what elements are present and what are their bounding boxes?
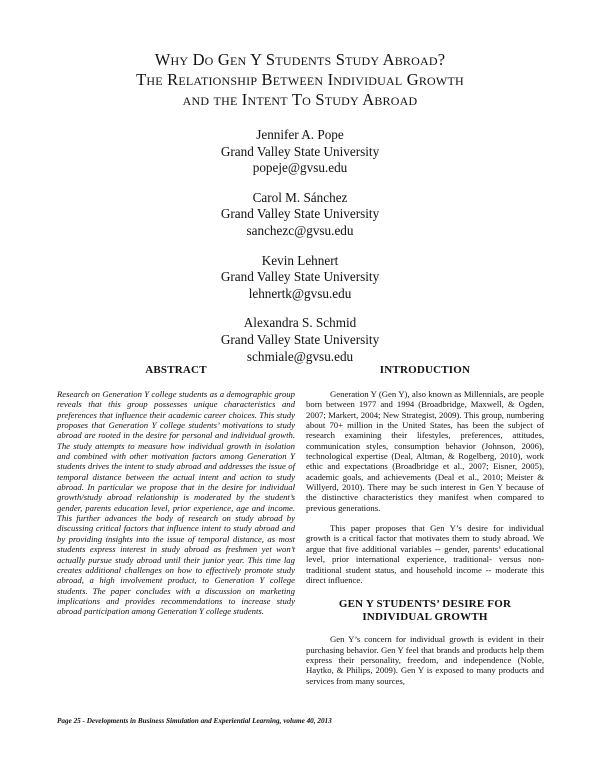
- section-paragraph-1: Gen Y’s concern for individual growth is evident in their purchasing behavior. Gen Y feel that brands and products help them express their personality, freedom, and independence (Noble, Haytko, & Philips, 2009). Gen Y is exposed to many products and services from many sources,: [306, 634, 544, 686]
- abstract-column: [57, 364, 295, 617]
- author-3: [100, 253, 500, 303]
- abstract-text: Research on Generation Y college students as a demographic group reveals that this group possesses unique characteristics and preferences that influence their academic career choices. This study proposes that Generation Y college students’ motivations to study abroad are rooted in the desire for personal and individual growth. The study attempts to measure how individual growth in isolation and combined with other motivation factors among Generation Y students drives the intent to study abroad and addresses the issue of temporal distance between the actual intent and action to study abroad. In particular we propose that in the desire for individual growth/study abroad relationship is moderated by the student’s gender, parents education level, prior experience, age and income. This further advances the body of research on study abroad by discussing critical factors that influence intent to study abroad and by providing insights into the issue of temporal distance, as most students express interest in study abroad as freshmen yet won’t actually pursue study abroad until their junior year. This time lag creates additional challenges on how to effectively promote study abroad, a high involvement product, to Generation Y college students. The paper concludes with a discussion on marketing implications and provides recommendations to increase study abroad participation among Generation Y college students.: [57, 389, 295, 617]
- title-line-3: and the Intent To Study Abroad: [182, 90, 418, 109]
- title-line-1: Why Do Gen Y Students Study Abroad?: [154, 50, 446, 69]
- section-heading-line-1: GEN Y STUDENTS’ DESIRE FOR: [338, 598, 512, 611]
- author-name: Alexandra S. Schmid: [243, 315, 357, 331]
- author-2: [100, 190, 500, 240]
- author-email: sanchezc@gvsu.edu: [246, 222, 354, 238]
- author-affiliation: Grand Valley State University: [220, 206, 380, 222]
- introduction-paragraph-1: Generation Y (Gen Y), also known as Millennials, are people born between 1977 and 1994 (Broadbridge, Maxwell, & Ogden, 2007; Markert, 2004; New Strategist, 2009). This group, numbering about 70+ million in the United States, has been the subject of research examining their lifestyles, preferences, attitudes, communication styles, consumption behavior (Johnson, 2006), technological expertise (Deal, Altman, & Rogelberg, 2010), work ethic and expectations (Broadbridge et al., 2007; Eisner, 2005), academic goals, and achievements (Deal et al., 2010; Meister & Willyerd, 2010). There may be such interest in Gen Y because of the distinctive characteristics they manifest when compared to previous generations.: [306, 389, 544, 513]
- author-email: schmiale@gvsu.edu: [246, 348, 354, 364]
- author-block: [100, 127, 500, 378]
- author-affiliation: Grand Valley State University: [220, 143, 380, 159]
- author-affiliation: Grand Valley State University: [220, 269, 380, 285]
- section-heading-line-2: INDIVIDUAL GROWTH: [362, 611, 488, 624]
- paper-title: [60, 50, 540, 110]
- author-email: lehnertk@gvsu.edu: [248, 285, 352, 301]
- title-line-2: The Relationship Between Individual Growth: [136, 70, 464, 89]
- author-1: [100, 127, 500, 177]
- introduction-paragraph-2: This paper proposes that Gen Y’s desire for individual growth is a critical factor that motivates them to study abroad. We argue that five additional variables -- gender, parents’ educational level, prior international experience, traditional- versus non-traditional student status, and household income -- moderate this direct influence.: [306, 523, 544, 585]
- page-footer: Page 25 - Developments in Business Simulation and Experiential Learning, volume 40, 2013: [57, 717, 332, 725]
- author-4: [100, 315, 500, 365]
- section-heading: [306, 598, 544, 624]
- author-name: Kevin Lehnert: [261, 252, 339, 268]
- author-email: popeje@gvsu.edu: [252, 160, 348, 176]
- introduction-column: [306, 364, 544, 686]
- abstract-heading: ABSTRACT: [145, 364, 207, 376]
- author-name: Carol M. Sánchez: [252, 189, 348, 205]
- author-affiliation: Grand Valley State University: [220, 331, 380, 347]
- author-name: Jennifer A. Pope: [256, 127, 344, 142]
- introduction-heading: INTRODUCTION: [379, 364, 471, 376]
